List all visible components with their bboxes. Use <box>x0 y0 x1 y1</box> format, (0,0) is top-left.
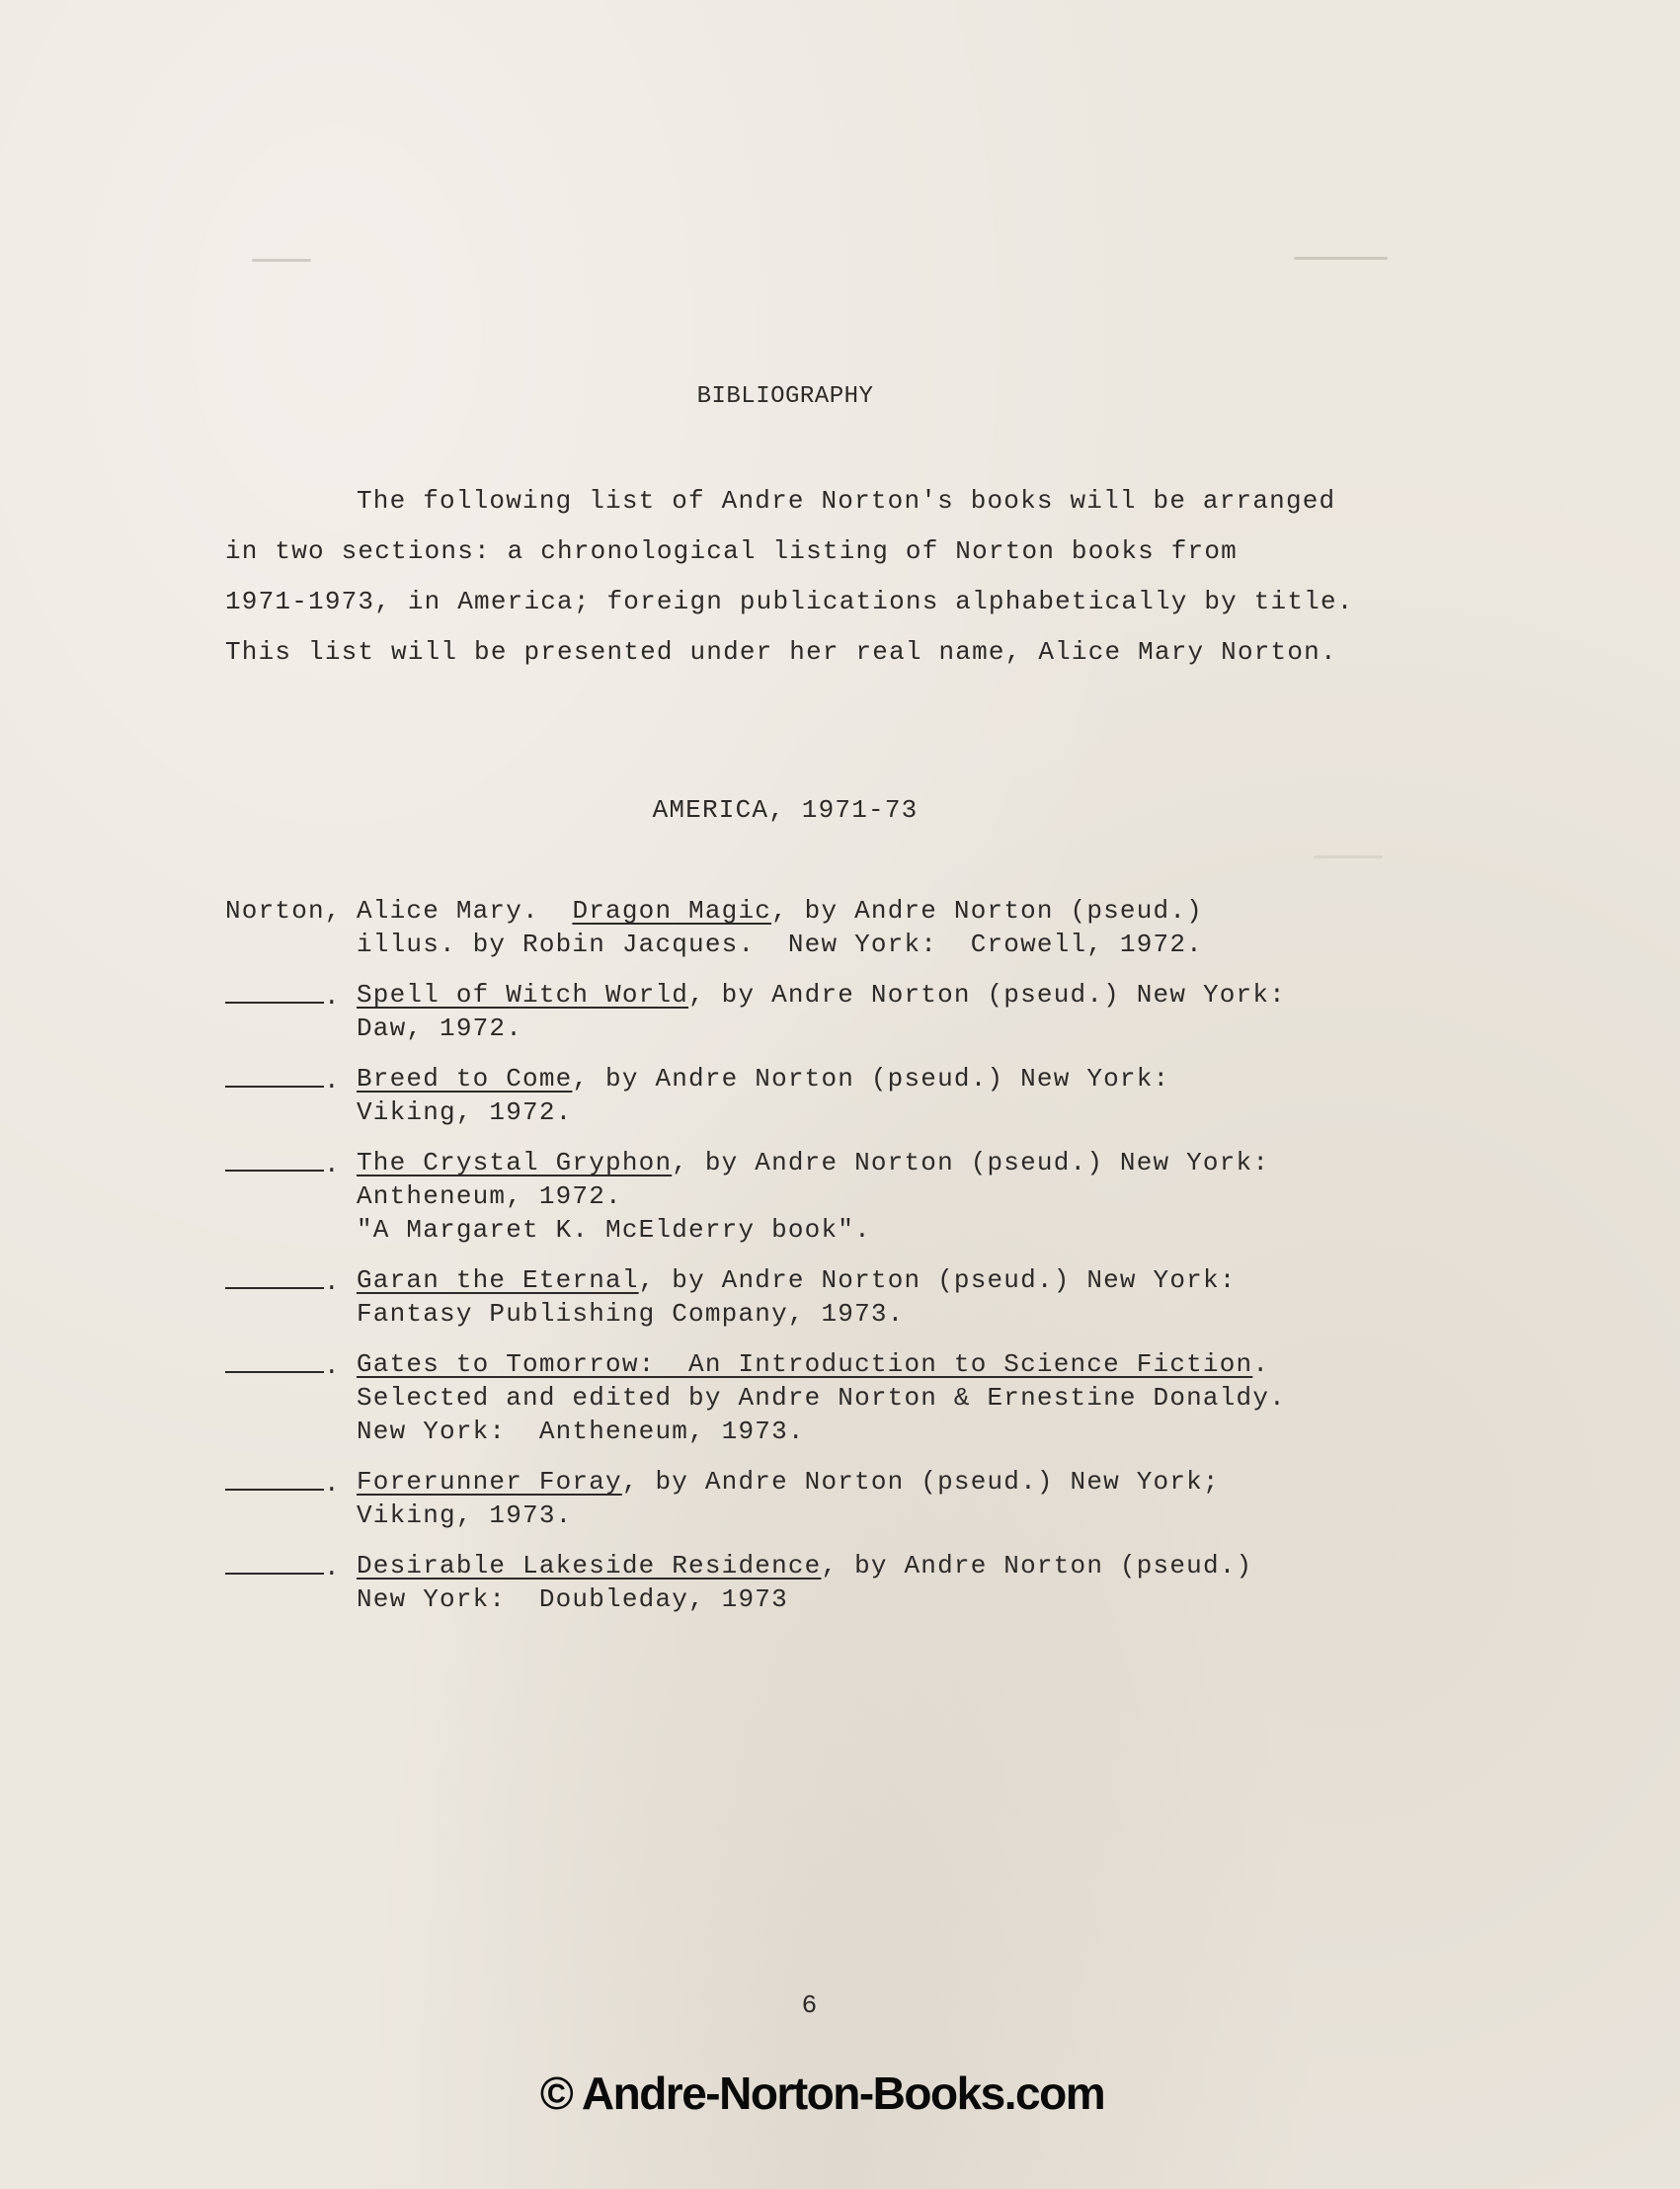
entry-continuation-line: Fantasy Publishing Company, 1973. <box>357 1299 905 1329</box>
bibliography-entry <box>225 1263 1361 1331</box>
entry-author-lead <box>225 1062 357 1097</box>
entry-author-lead <box>225 1465 357 1500</box>
intro-paragraph <box>225 476 1361 678</box>
book-title: Gates to Tomorrow: An Introduction to Science Fiction <box>357 1349 1253 1379</box>
ditto-rule <box>225 1347 324 1373</box>
bibliography-entry <box>225 1062 1361 1129</box>
entry-byline: , by Andre Norton (pseud.) New York: <box>688 980 1286 1010</box>
entry-lead-text: . <box>324 982 341 1012</box>
bibliography-entry <box>225 1146 1361 1247</box>
paper-mark <box>252 259 311 262</box>
entry-byline: , by Andre Norton (pseud.) New York: <box>638 1265 1237 1295</box>
entry-author-lead <box>225 1347 357 1383</box>
ditto-rule <box>225 978 324 1004</box>
entry-first-line <box>357 1465 1361 1499</box>
entry-lead-text: . <box>324 1351 341 1381</box>
entry-first-line <box>357 894 1361 928</box>
bibliography-entry <box>225 894 1361 961</box>
bibliography-list <box>225 894 1361 1633</box>
paper-mark <box>1314 855 1383 858</box>
ditto-rule <box>225 1062 324 1088</box>
entry-author-lead <box>225 1549 357 1584</box>
entry-author-lead <box>225 1263 357 1299</box>
entry-continuation-line: Antheneum, 1972. <box>357 1181 622 1211</box>
paper-mark <box>1294 257 1388 260</box>
entry-continuation-line: New York: Doubleday, 1973 <box>357 1584 788 1614</box>
bibliography-entry <box>225 1549 1361 1616</box>
entry-lead-text: . <box>324 1553 341 1582</box>
page-number: 6 <box>801 1990 819 2020</box>
entry-lead-text: . <box>324 1150 341 1179</box>
entry-byline: , by Andre Norton (pseud.) New York: <box>572 1064 1170 1094</box>
bibliography-entry <box>225 1347 1361 1448</box>
entry-body <box>357 1263 1361 1331</box>
entry-continuation-line: Daw, 1972. <box>357 1013 523 1043</box>
intro-line: 1971-1973, in America; foreign publications alphabetically by title. <box>225 587 1354 616</box>
bibliography-entry <box>225 1465 1361 1532</box>
entry-body <box>357 1347 1361 1448</box>
entry-body <box>357 978 1361 1045</box>
entry-continuation-line: "A Margaret K. McElderry book". <box>357 1215 871 1245</box>
entry-first-line <box>357 1263 1361 1297</box>
entry-author-name: Alice Mary. <box>357 896 573 926</box>
bibliography-entry <box>225 978 1361 1045</box>
entry-lead-text: Norton, <box>225 896 342 926</box>
intro-line: in two sections: a chronological listing of Norton books from <box>225 536 1238 566</box>
entry-body <box>357 1549 1361 1616</box>
book-title: Desirable Lakeside Residence <box>357 1551 822 1581</box>
book-title: Forerunner Foray <box>357 1467 622 1497</box>
ditto-rule <box>225 1549 324 1575</box>
book-title: Spell of Witch World <box>357 980 689 1010</box>
entry-continuation-line: Viking, 1972. <box>357 1097 573 1127</box>
book-title: The Crystal Gryphon <box>357 1148 673 1177</box>
entry-author-lead <box>225 978 357 1013</box>
entry-first-line <box>357 1549 1361 1582</box>
entry-byline: , by Andre Norton (pseud.) New York: <box>672 1148 1270 1177</box>
entry-author-lead <box>225 1146 357 1181</box>
entry-lead-text: . <box>324 1066 341 1095</box>
entry-first-line <box>357 978 1361 1012</box>
ditto-rule <box>225 1146 324 1172</box>
intro-line: This list will be presented under her real name, Alice Mary Norton. <box>225 637 1337 667</box>
entry-first-line <box>357 1146 1361 1179</box>
ditto-rule <box>225 1465 324 1491</box>
intro-line: The following list of Andre Norton's books will be arranged <box>357 486 1336 516</box>
entry-first-line <box>357 1347 1361 1381</box>
entry-continuation-line: Selected and edited by Andre Norton & Ernestine Donaldy. <box>357 1383 1286 1413</box>
entry-body <box>357 1062 1361 1129</box>
ditto-rule <box>225 1263 324 1289</box>
entry-byline: , by Andre Norton (pseud.) New York; <box>621 1467 1220 1497</box>
entry-body <box>357 1465 1361 1532</box>
entry-lead-text: . <box>324 1267 341 1297</box>
entry-body <box>357 1146 1361 1247</box>
book-title: Breed to Come <box>357 1064 573 1094</box>
document-title: BIBLIOGRAPHY <box>696 383 874 410</box>
book-title: Dragon Magic <box>572 896 772 926</box>
entry-continuation-line: illus. by Robin Jacques. New York: Crowell, 1972. <box>357 930 1203 959</box>
section-heading: AMERICA, 1971-73 <box>652 795 919 825</box>
entry-first-line <box>357 1062 1361 1095</box>
entry-continuation-line: Viking, 1973. <box>357 1500 573 1530</box>
entry-byline: , by Andre Norton (pseud.) <box>821 1551 1253 1581</box>
entry-continuation-line: New York: Antheneum, 1973. <box>357 1417 805 1446</box>
entry-author-lead <box>225 894 357 928</box>
copyright-watermark: © Andre-Norton-Books.com <box>539 2067 1105 2119</box>
entry-byline: . <box>1252 1349 1270 1379</box>
entry-byline: , by Andre Norton (pseud.) <box>771 896 1203 926</box>
entry-body <box>357 894 1361 961</box>
book-title: Garan the Eternal <box>357 1265 639 1295</box>
entry-lead-text: . <box>324 1469 341 1499</box>
